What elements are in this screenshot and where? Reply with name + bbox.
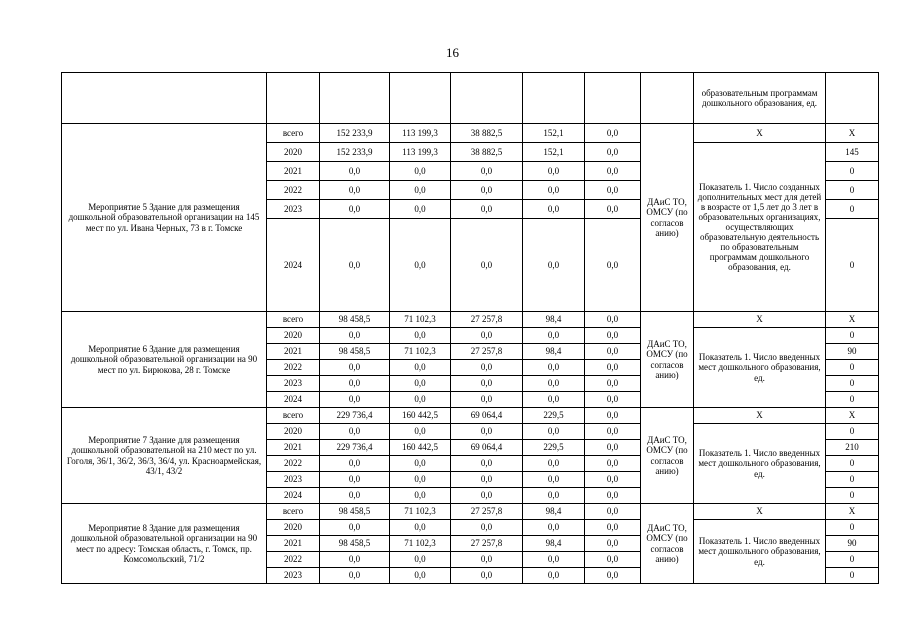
responsible-cell: ДАиС ТО, ОМСУ (по согласов анию) <box>641 312 694 408</box>
federal-cell: 0,0 <box>390 200 451 219</box>
local-cell: 0,0 <box>523 472 585 488</box>
responsible-cell: ДАиС ТО, ОМСУ (по согласов анию) <box>641 124 694 312</box>
indicator-value: X <box>826 408 879 424</box>
regional-cell: 0,0 <box>451 472 523 488</box>
indicator-x-cell: X <box>694 504 826 520</box>
cont-cell <box>320 73 390 124</box>
event-name: Мероприятие 8 Здание для размещения дошкольной образовательной организации на 90 мест по адресу: Томская область, г. Томск, пр. Комсомольский, 71/2 <box>62 504 267 584</box>
other-cell: 0,0 <box>585 143 641 162</box>
indicator-value: 0 <box>826 552 879 568</box>
local-cell: 0,0 <box>523 200 585 219</box>
year-cell: 2024 <box>267 219 320 312</box>
other-cell: 0,0 <box>585 440 641 456</box>
other-cell: 0,0 <box>585 162 641 181</box>
year-cell: 2022 <box>267 456 320 472</box>
indicator-value: 0 <box>826 392 879 408</box>
federal-cell: 0,0 <box>390 488 451 504</box>
local-cell: 0,0 <box>523 488 585 504</box>
table-row <box>62 504 879 520</box>
total-cell: 0,0 <box>320 376 390 392</box>
year-cell: всего <box>267 504 320 520</box>
federal-cell: 160 442,5 <box>390 408 451 424</box>
page-number: 16 <box>446 45 459 60</box>
local-cell: 0,0 <box>523 219 585 312</box>
total-cell: 98 458,5 <box>320 312 390 328</box>
federal-cell: 71 102,3 <box>390 312 451 328</box>
indicator-value: 0 <box>826 181 879 200</box>
year-cell: 2020 <box>267 520 320 536</box>
other-cell: 0,0 <box>585 552 641 568</box>
regional-cell: 0,0 <box>451 181 523 200</box>
total-cell: 0,0 <box>320 568 390 584</box>
regional-cell: 0,0 <box>451 376 523 392</box>
other-cell: 0,0 <box>585 124 641 143</box>
regional-cell: 0,0 <box>451 162 523 181</box>
local-cell: 0,0 <box>523 552 585 568</box>
indicator-name: Показатель 1. Число созданных дополнительных мест для детей в возрасте от 1,5 лет до 3 лет в образовательных организациях, осуществляющих образовательную деятельность по образовательным программам дошкольного образования, ед. <box>694 143 826 312</box>
indicator-x-cell: X <box>694 408 826 424</box>
other-cell: 0,0 <box>585 536 641 552</box>
indicator-value: X <box>826 504 879 520</box>
total-cell: 0,0 <box>320 181 390 200</box>
local-cell: 152,1 <box>523 143 585 162</box>
indicator-name: Показатель 1. Число введенных мест дошкольного образования, ед. <box>694 328 826 408</box>
federal-cell: 113 199,3 <box>390 124 451 143</box>
local-cell: 0,0 <box>523 360 585 376</box>
total-cell: 152 233,9 <box>320 143 390 162</box>
federal-cell: 71 102,3 <box>390 504 451 520</box>
indicator-value: 145 <box>826 143 879 162</box>
year-cell: всего <box>267 312 320 328</box>
indicator-value: 0 <box>826 328 879 344</box>
cont-cell <box>390 73 451 124</box>
indicator-value: 0 <box>826 488 879 504</box>
indicator-value: 90 <box>826 536 879 552</box>
other-cell: 0,0 <box>585 568 641 584</box>
regional-cell: 38 882,5 <box>451 143 523 162</box>
federal-cell: 0,0 <box>390 552 451 568</box>
regional-cell: 0,0 <box>451 520 523 536</box>
local-cell: 0,0 <box>523 520 585 536</box>
local-cell: 98,4 <box>523 504 585 520</box>
other-cell: 0,0 <box>585 504 641 520</box>
local-cell: 0,0 <box>523 181 585 200</box>
cont-cell <box>451 73 523 124</box>
year-cell: всего <box>267 124 320 143</box>
regional-cell: 27 257,8 <box>451 312 523 328</box>
indicator-name: Показатель 1. Число введенных мест дошкольного образования, ед. <box>694 520 826 584</box>
local-cell: 0,0 <box>523 568 585 584</box>
regional-cell: 0,0 <box>451 488 523 504</box>
indicator-value: 0 <box>826 520 879 536</box>
federal-cell: 0,0 <box>390 376 451 392</box>
local-cell: 152,1 <box>523 124 585 143</box>
local-cell: 98,4 <box>523 536 585 552</box>
indicator-value: 0 <box>826 424 879 440</box>
regional-cell: 69 064,4 <box>451 440 523 456</box>
regional-cell: 0,0 <box>451 392 523 408</box>
year-cell: 2020 <box>267 328 320 344</box>
federal-cell: 0,0 <box>390 360 451 376</box>
other-cell: 0,0 <box>585 181 641 200</box>
other-cell: 0,0 <box>585 456 641 472</box>
regional-cell: 0,0 <box>451 552 523 568</box>
total-cell: 0,0 <box>320 392 390 408</box>
total-cell: 0,0 <box>320 520 390 536</box>
cont-cell <box>267 73 320 124</box>
other-cell: 0,0 <box>585 219 641 312</box>
total-cell: 98 458,5 <box>320 344 390 360</box>
indicator-value: 0 <box>826 568 879 584</box>
local-cell: 98,4 <box>523 344 585 360</box>
federal-cell: 0,0 <box>390 456 451 472</box>
regional-cell: 0,0 <box>451 200 523 219</box>
cont-cell <box>826 73 879 124</box>
total-cell: 0,0 <box>320 552 390 568</box>
total-cell: 0,0 <box>320 424 390 440</box>
year-cell: 2024 <box>267 488 320 504</box>
other-cell: 0,0 <box>585 392 641 408</box>
total-cell: 0,0 <box>320 162 390 181</box>
other-cell: 0,0 <box>585 520 641 536</box>
federal-cell: 0,0 <box>390 392 451 408</box>
year-cell: 2020 <box>267 143 320 162</box>
cont-cell <box>523 73 585 124</box>
regional-cell: 27 257,8 <box>451 536 523 552</box>
local-cell: 229,5 <box>523 440 585 456</box>
indicator-value: 90 <box>826 344 879 360</box>
indicator-x-cell: X <box>694 312 826 328</box>
total-cell: 98 458,5 <box>320 536 390 552</box>
indicator-name: Показатель 1. Число введенных мест дошкольного образования, ед. <box>694 424 826 504</box>
total-cell: 152 233,9 <box>320 124 390 143</box>
total-cell: 0,0 <box>320 488 390 504</box>
local-cell: 0,0 <box>523 328 585 344</box>
total-cell: 98 458,5 <box>320 504 390 520</box>
regional-cell: 0,0 <box>451 360 523 376</box>
cont-cell <box>585 73 641 124</box>
federal-cell: 0,0 <box>390 520 451 536</box>
total-cell: 229 736,4 <box>320 408 390 424</box>
year-cell: 2023 <box>267 472 320 488</box>
year-cell: 2022 <box>267 552 320 568</box>
federal-cell: 0,0 <box>390 328 451 344</box>
table-row <box>62 312 879 328</box>
local-cell: 0,0 <box>523 456 585 472</box>
other-cell: 0,0 <box>585 472 641 488</box>
indicator-value: 0 <box>826 376 879 392</box>
year-cell: 2021 <box>267 536 320 552</box>
other-cell: 0,0 <box>585 328 641 344</box>
regional-cell: 0,0 <box>451 568 523 584</box>
table-row <box>62 408 879 424</box>
total-cell: 0,0 <box>320 328 390 344</box>
other-cell: 0,0 <box>585 200 641 219</box>
year-cell: 2021 <box>267 344 320 360</box>
other-cell: 0,0 <box>585 424 641 440</box>
federal-cell: 0,0 <box>390 568 451 584</box>
local-cell: 0,0 <box>523 376 585 392</box>
total-cell: 0,0 <box>320 360 390 376</box>
event-name: Мероприятие 5 Здание для размещения дошкольной образовательной организации на 145 мест по ул. Ивана Черных, 73 в г. Томске <box>62 124 267 312</box>
local-cell: 0,0 <box>523 424 585 440</box>
year-cell: 2023 <box>267 200 320 219</box>
indicator-value: 0 <box>826 472 879 488</box>
year-cell: 2022 <box>267 181 320 200</box>
regional-cell: 0,0 <box>451 328 523 344</box>
year-cell: 2021 <box>267 440 320 456</box>
program-events-table <box>61 72 879 584</box>
total-cell: 0,0 <box>320 456 390 472</box>
other-cell: 0,0 <box>585 376 641 392</box>
local-cell: 0,0 <box>523 392 585 408</box>
total-cell: 0,0 <box>320 219 390 312</box>
regional-cell: 27 257,8 <box>451 344 523 360</box>
year-cell: 2023 <box>267 568 320 584</box>
federal-cell: 71 102,3 <box>390 344 451 360</box>
total-cell: 0,0 <box>320 472 390 488</box>
local-cell: 229,5 <box>523 408 585 424</box>
regional-cell: 0,0 <box>451 424 523 440</box>
local-cell: 98,4 <box>523 312 585 328</box>
cont-cell <box>641 73 694 124</box>
indicator-value: 0 <box>826 456 879 472</box>
regional-cell: 0,0 <box>451 456 523 472</box>
indicator-continuation: образовательным программам дошкольного образования, ед. <box>694 73 826 124</box>
year-cell: 2024 <box>267 392 320 408</box>
federal-cell: 0,0 <box>390 424 451 440</box>
regional-cell: 69 064,4 <box>451 408 523 424</box>
cont-cell <box>62 73 267 124</box>
regional-cell: 27 257,8 <box>451 504 523 520</box>
total-cell: 229 736,4 <box>320 440 390 456</box>
regional-cell: 0,0 <box>451 219 523 312</box>
indicator-value: 0 <box>826 200 879 219</box>
federal-cell: 0,0 <box>390 472 451 488</box>
regional-cell: 38 882,5 <box>451 124 523 143</box>
indicator-x-cell: X <box>694 124 826 143</box>
event-name: Мероприятие 7 Здание для размещения дошкольной образовательной на 210 мест по ул. Гоголя, 36/1, 36/2, 36/3, 36/4, ул. Красноармейская, 43/1, 43/2 <box>62 408 267 504</box>
indicator-value: 0 <box>826 162 879 181</box>
federal-cell: 71 102,3 <box>390 536 451 552</box>
indicator-value: X <box>826 124 879 143</box>
federal-cell: 113 199,3 <box>390 143 451 162</box>
year-cell: 2022 <box>267 360 320 376</box>
other-cell: 0,0 <box>585 488 641 504</box>
other-cell: 0,0 <box>585 312 641 328</box>
local-cell: 0,0 <box>523 162 585 181</box>
event-name: Мероприятие 6 Здание для размещения дошкольной образовательной организации на 90 мест по ул. Бирюкова, 28 г. Томске <box>62 312 267 408</box>
federal-cell: 0,0 <box>390 219 451 312</box>
responsible-cell: ДАиС ТО, ОМСУ (по согласов анию) <box>641 408 694 504</box>
federal-cell: 0,0 <box>390 181 451 200</box>
indicator-value: 210 <box>826 440 879 456</box>
year-cell: 2020 <box>267 424 320 440</box>
other-cell: 0,0 <box>585 344 641 360</box>
federal-cell: 160 442,5 <box>390 440 451 456</box>
other-cell: 0,0 <box>585 408 641 424</box>
indicator-value: 0 <box>826 360 879 376</box>
responsible-cell: ДАиС ТО, ОМСУ (по согласов анию) <box>641 504 694 584</box>
table-row <box>62 124 879 143</box>
total-cell: 0,0 <box>320 200 390 219</box>
year-cell: всего <box>267 408 320 424</box>
year-cell: 2023 <box>267 376 320 392</box>
other-cell: 0,0 <box>585 360 641 376</box>
continuation-row <box>62 73 879 124</box>
year-cell: 2021 <box>267 162 320 181</box>
federal-cell: 0,0 <box>390 162 451 181</box>
indicator-value: X <box>826 312 879 328</box>
indicator-value: 0 <box>826 219 879 312</box>
